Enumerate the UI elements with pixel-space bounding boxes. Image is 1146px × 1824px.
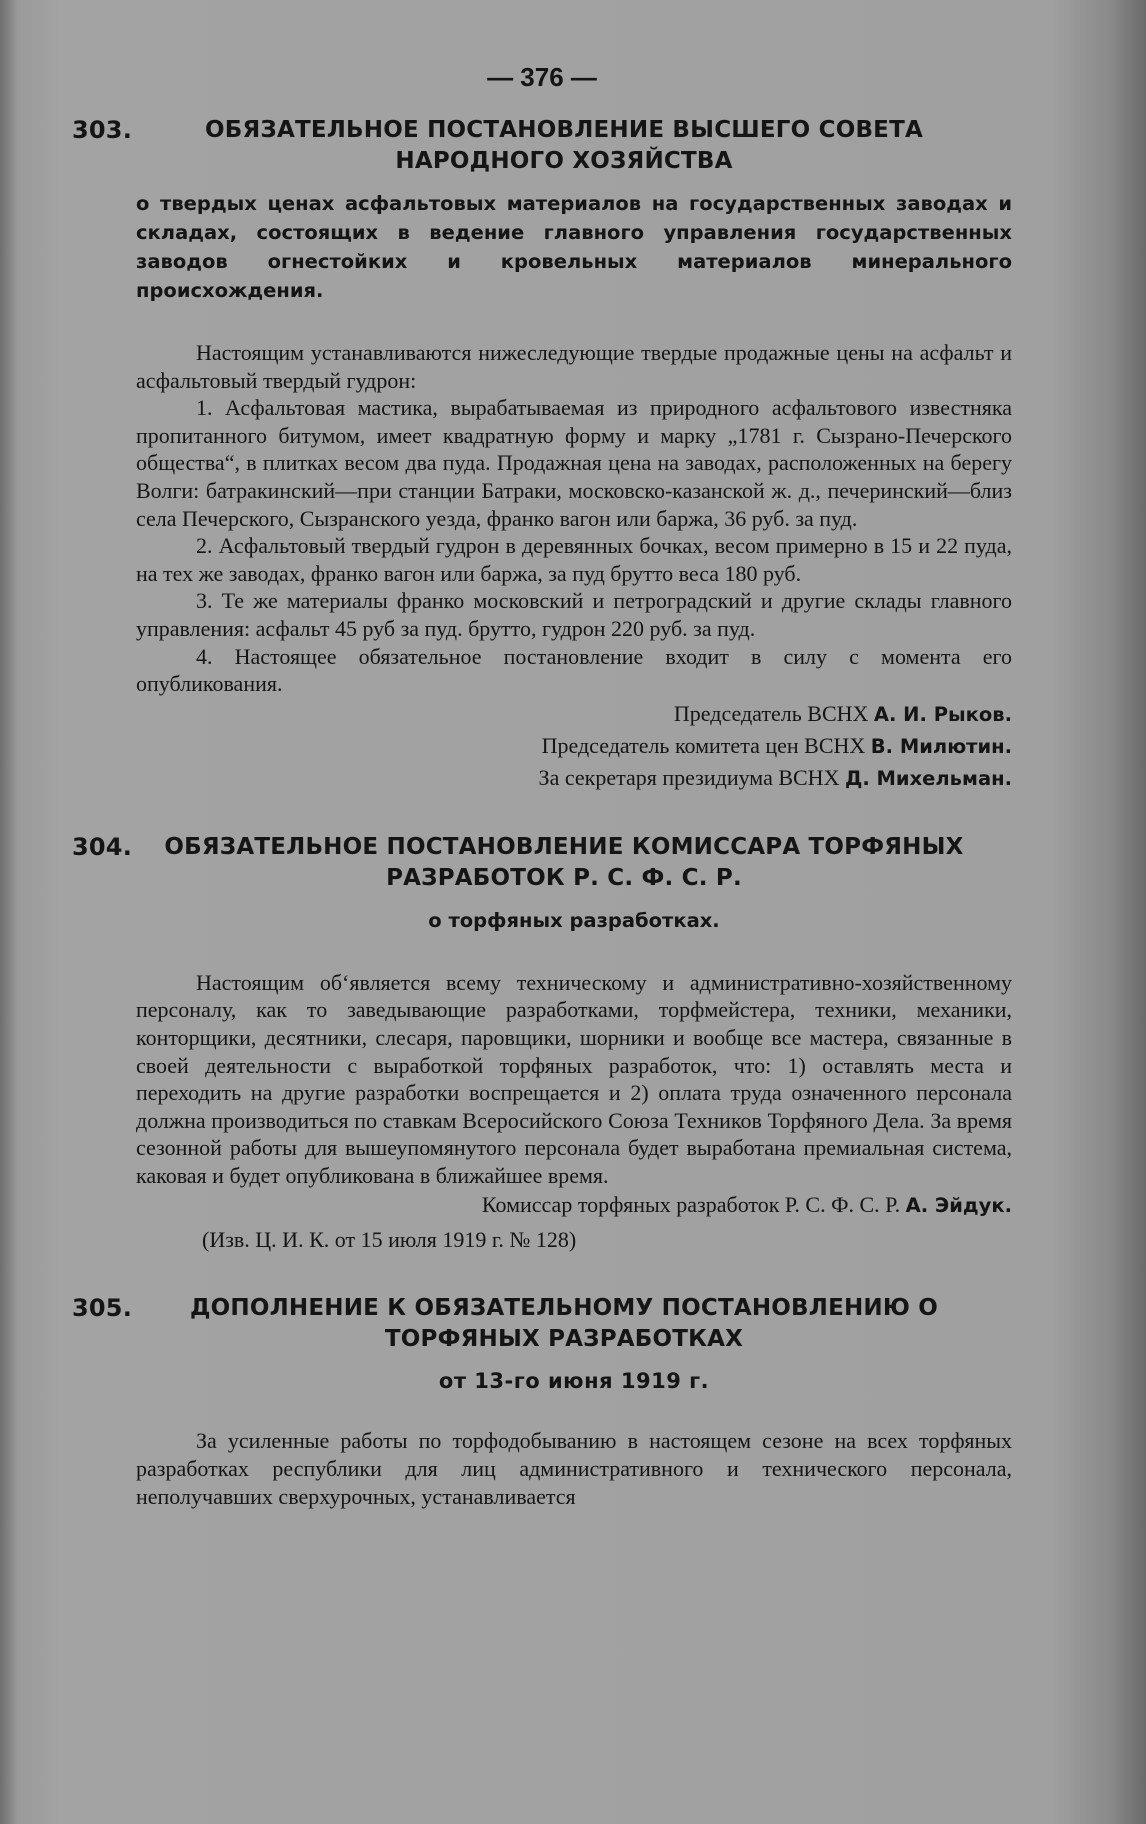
doc-303-paragraph-3: 3. Те же материалы франко московский и петроградский и другие склады главного управления: асфальт 45 руб за пуд. брутто, гудрон 220 руб. за пуд. bbox=[136, 588, 1012, 641]
signature-name: Д. Михельман. bbox=[844, 766, 1012, 790]
doc-303-paragraph-4: 4. Настоящее обязательное постановление входит в силу с момента его опубликования. bbox=[136, 643, 1012, 697]
doc-303-title: ОБЯЗАТЕЛЬНОЕ ПОСТАНОВЛЕНИЕ ВЫСШЕГО СОВЕТА НАРОДНОГО ХОЗЯЙСТВА bbox=[205, 117, 923, 174]
doc-303-subtitle: о твердых ценах асфальтовых материалов на государственных заводах и складах, состоящих в ведение главного управления государственных заводов огнестойких и кровельных материалов минерального происхождения. bbox=[136, 192, 1012, 302]
doc-303-paragraph-1: 1. Асфальтовая мастика, вырабатываемая из природного асфальтового известняка пропитанного битумом, имеет квадратную форму и марку „1781 г. Сызрано-Печерского общества“, в плитках весом два пуда. Продажная цена на заводах, расположенных на берегу Волги: батракинский—при станции Батраки, московско-казанской ж. д., печеринский—близ села Печерского, Сызранского уезда, франко вагон или баржа, 36 руб. за пуд. bbox=[136, 395, 1012, 531]
doc-303-header bbox=[72, 115, 1012, 177]
document-304 bbox=[72, 832, 1012, 1256]
doc-304-source: (Изв. Ц. И. К. от 15 июля 1919 г. № 128) bbox=[202, 1227, 577, 1253]
doc-303-paragraph-intro: Настоящим устанавливаются нижеследующие твердые продажные цены на асфальт и асфальтовый твердый гудрон: bbox=[136, 340, 1012, 393]
doc-304-number: 304. bbox=[72, 832, 133, 861]
doc-303-signature-2 bbox=[72, 730, 1012, 762]
doc-304-paragraph: Настоящим об‘является всему техническому и административно-хозяйственному персоналу, как то заведывающие разработками, торфмейстера, техники, механики, конторщики, десятники, слесаря, паровщики, шорники и вообще все мастера, связанные в своей деятельности с выработкой торфяных разработок, что: 1) оставлять места и переходить на другие разработки воспрещается и 2) оплата труда означенного персонала должна производиться по ставкам Всеросийского Союза Техников Торфяного Дела. За время сезонной работы для вышеупомянутого персонала будет выработана премиальная система, каковая и будет опубликована в ближайшее время. bbox=[136, 969, 1012, 1188]
signature-name: А. Эйдук. bbox=[905, 1194, 1012, 1218]
doc-303-signature-3 bbox=[72, 762, 1012, 794]
signature-name: А. И. Рыков. bbox=[873, 702, 1012, 726]
doc-304-signature bbox=[72, 1189, 1012, 1221]
doc-304-header bbox=[72, 832, 1012, 894]
doc-305-header bbox=[72, 1293, 1012, 1355]
document-305 bbox=[72, 1293, 1012, 1510]
signature-role: Председатель ВСНХ bbox=[673, 700, 869, 726]
page-number: — 376 — bbox=[487, 62, 597, 92]
signature-role: Председатель комитета цен ВСНХ bbox=[541, 732, 866, 758]
signature-role: Комиссар торфяных разработок Р. С. Ф. С. Р. bbox=[481, 1192, 901, 1218]
doc-304-title: ОБЯЗАТЕЛЬНОЕ ПОСТАНОВЛЕНИЕ КОМИССАРА ТОРФЯНЫХ РАЗРАБОТОК Р. С. Ф. С. Р. bbox=[164, 833, 964, 891]
doc-303-paragraph-2: 2. Асфальтовый твердый гудрон в деревянных бочках, весом примерно в 15 и 22 пуда, на тех же заводах, франко вагон или баржа, за пуд брутто веса 180 руб. bbox=[136, 533, 1012, 586]
doc-305-title: ДОПОЛНЕНИЕ К ОБЯЗАТЕЛЬНОМУ ПОСТАНОВЛЕНИЮ О ТОРФЯНЫХ РАЗРАБОТКАХ bbox=[189, 1295, 939, 1353]
document-303 bbox=[72, 115, 1012, 794]
signature-name: В. Милютин. bbox=[870, 734, 1012, 758]
doc-303-signature-1 bbox=[72, 698, 1012, 730]
doc-305-number: 305. bbox=[72, 1294, 133, 1323]
doc-305-date: от 13-го июня 1919 г. bbox=[438, 1369, 710, 1394]
signature-role: За секретаря президиума ВСНХ bbox=[538, 764, 840, 790]
doc-303-number: 303. bbox=[72, 116, 133, 144]
doc-304-subtitle: о торфяных разработках. bbox=[428, 908, 720, 932]
page-content bbox=[72, 62, 1012, 1510]
doc-305-paragraph: За усиленные работы по торфодобыванию в настоящем сезоне на всех торфяных разработках республики для лиц административного и технического персонала, неполучавших сверхурочных, устанавливается bbox=[136, 1428, 1012, 1509]
